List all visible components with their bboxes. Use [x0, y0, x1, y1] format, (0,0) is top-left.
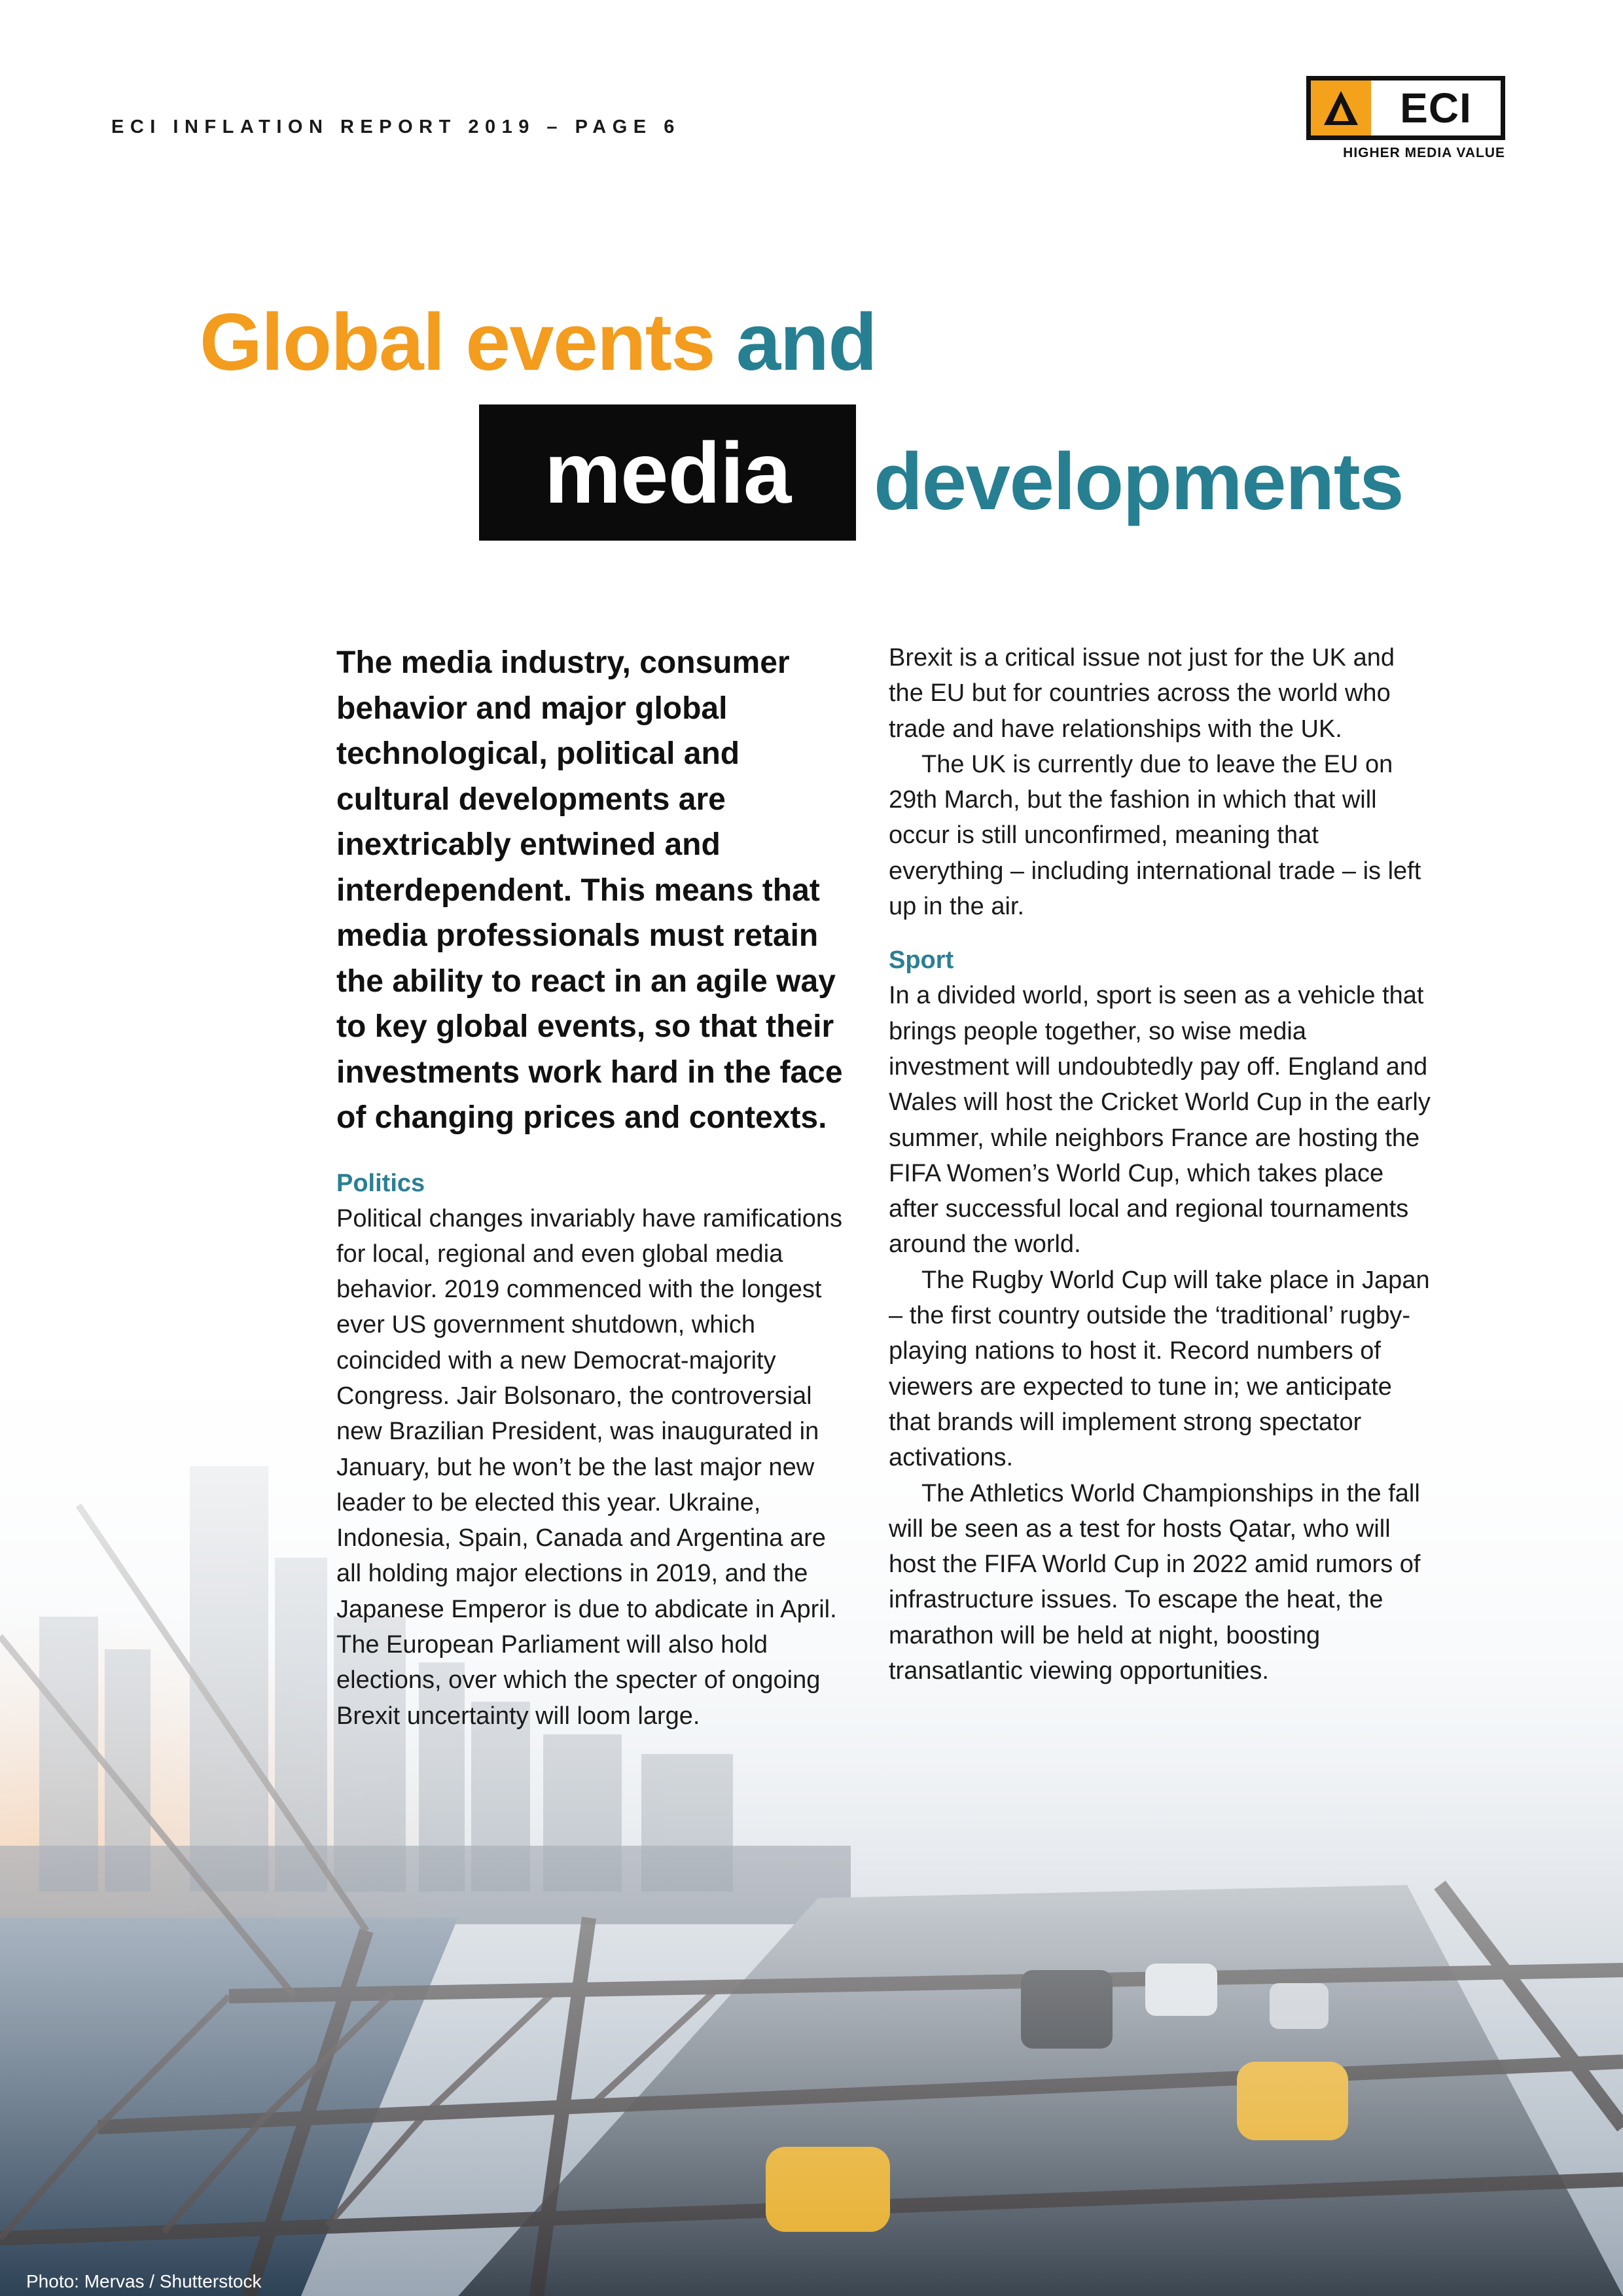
sport-paragraph-3: The Athletics World Championships in the fall will be seen as a test for hosts Qatar, who will host the FIFA World Cup in 2022 amid rumors of infrastructure issues. To escape the heat, the marathon will be held at night, boosting transatlantic viewing opportunities.: [889, 1479, 1421, 1685]
sport-paragraph-2: The Rugby World Cup will take place in Japan – the first country outside the ‘traditional’ rugby-playing nations to host it. Record numbers of viewers are expected to tune in; we anticipate that brands will implement strong spectator activations.: [889, 1266, 1430, 1472]
sport-heading: Sport: [889, 946, 954, 975]
logo-word: ECI: [1371, 81, 1501, 135]
title-media-box: media: [479, 404, 856, 541]
politics-body: Political changes invariably have ramifications for local, regional and even global media behavior. 2019 commenced with the longest ever US government shutdown, which coincided with a new Democrat-majority Congress. Jair Bolsonaro, the controversial new Brazilian President, was inaugurated in January, but he won’t be the last major new leader to be elected this year. Ukraine, Indonesia, Spain, Canada and Argentina are all holding major elections in 2019, and the Japanese Emperor is due to abdicate in April. The European Parliament will also hold elections, over which the specter of ongoing Brexit uncertainty will loom large.: [336, 1204, 843, 1730]
title-part-global-events: Global events: [200, 298, 715, 387]
left-column: [336, 640, 853, 1734]
sport-paragraph-1: In a divided world, sport is seen as a vehicle that brings people together, so wise media investment will undoubtedly pay off. England and Wales will host the Cricket World Cup in the early summer, while neighbors France are hosting the FIFA Women’s World Cup, which takes place after successful local and regional tournaments around the world.: [889, 982, 1431, 1259]
title-part-developments: developments: [874, 437, 1404, 527]
brexit-paragraph-2: The UK is currently due to leave the EU on 29th March, but the fashion in which that will occur is still unconfirmed, meaning that everything – including international trade – is left up in the air.: [889, 750, 1421, 921]
brexit-paragraph-1: Brexit is a critical issue not just for the UK and the EU but for countries across the world who trade and have relationships with the UK.: [889, 644, 1395, 743]
logo-box: [1306, 76, 1505, 140]
running-head: ECI INFLATION REPORT 2019 – PAGE 6: [111, 117, 681, 137]
page-title-line1: [200, 298, 876, 387]
logo-mark-icon: [1311, 81, 1371, 135]
title-part-and: and: [736, 298, 876, 387]
right-column: [889, 640, 1432, 1689]
politics-heading: Politics: [336, 1169, 425, 1197]
logo-tagline: HIGHER MEDIA VALUE: [1343, 145, 1505, 160]
eci-logo: [1306, 76, 1505, 161]
intro-paragraph: The media industry, consumer behavior and major global technological, political and cultural developments are inextricably entwined and interdependent. This means that media professionals must retain the ability to react in an agile way to key global events, so that their investments work hard in the face of changing prices and contexts.: [336, 645, 843, 1135]
photo-credit: Photo: Mervas / Shutterstock: [26, 2271, 262, 2291]
